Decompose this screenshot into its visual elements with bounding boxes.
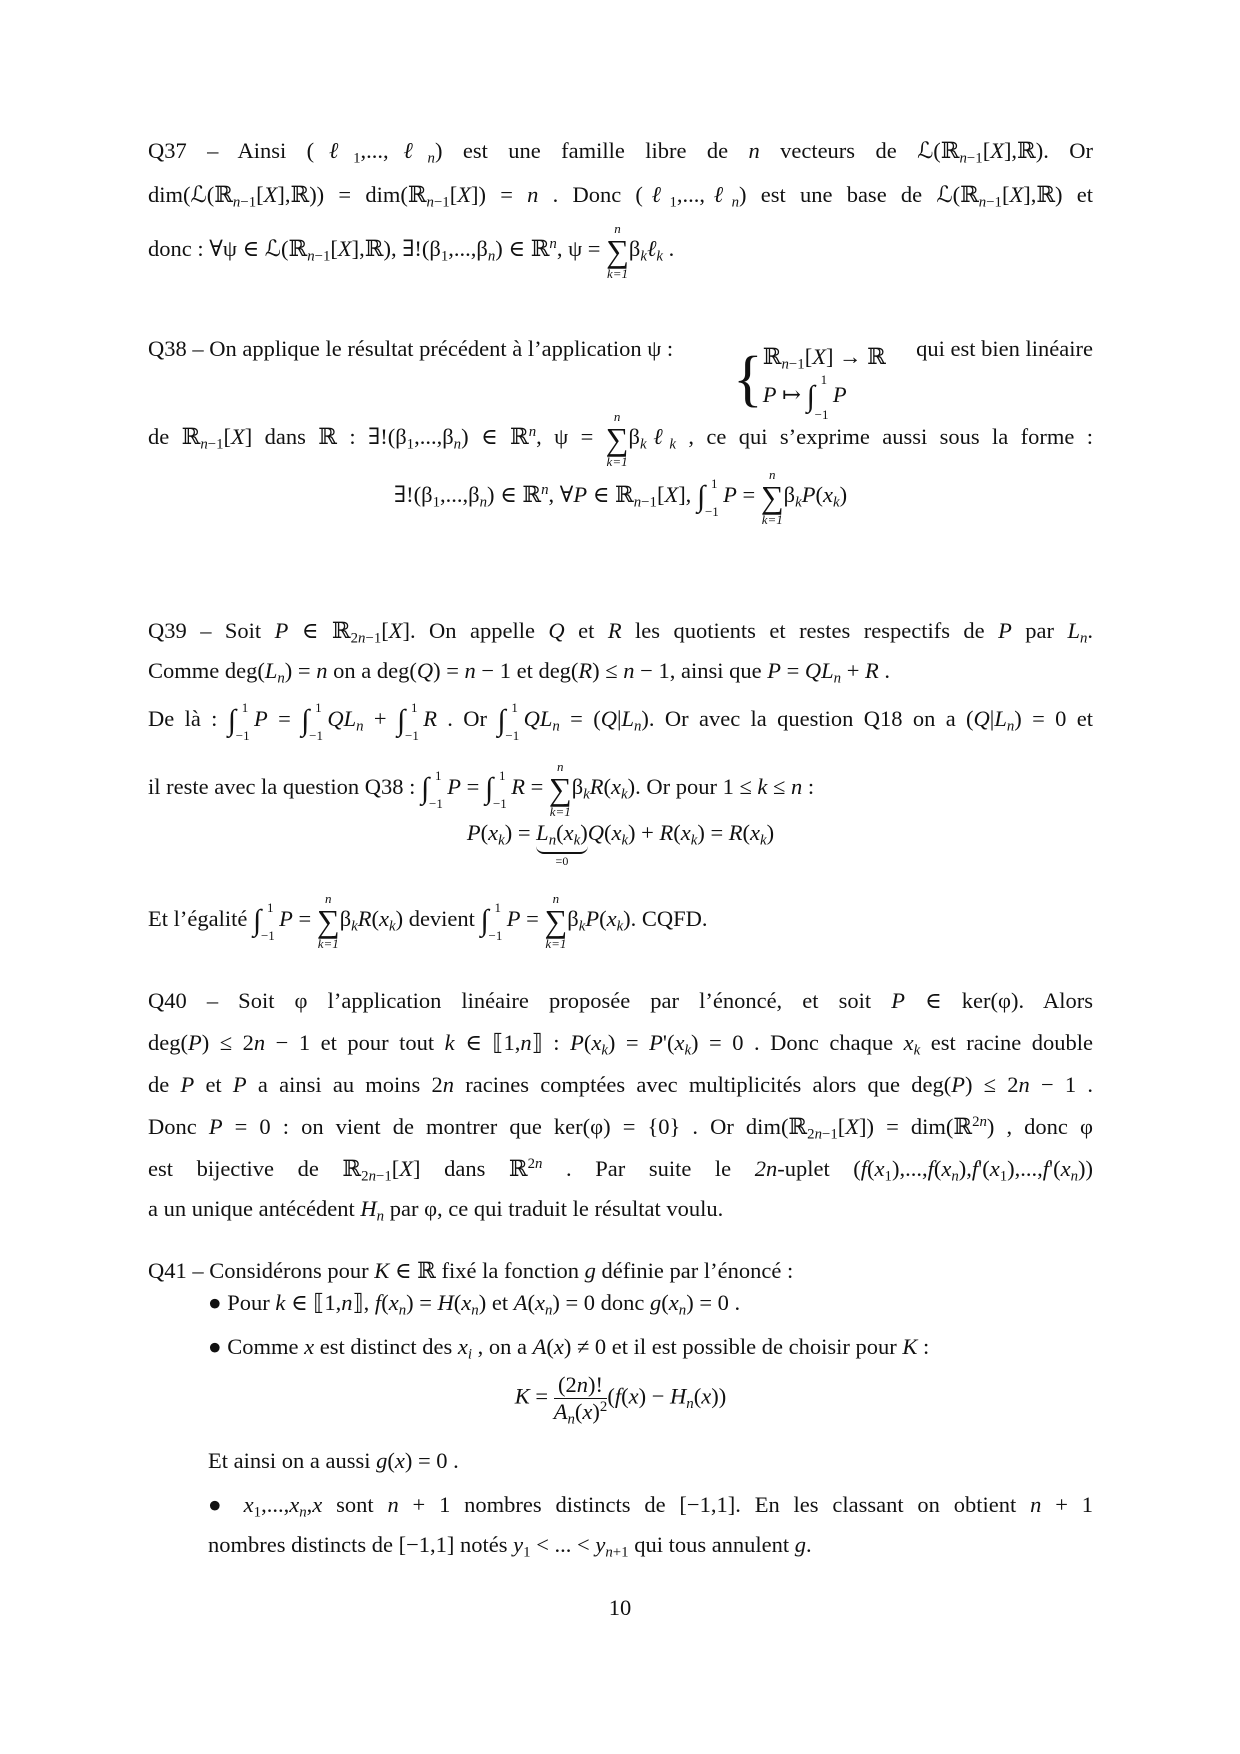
q41-line-1: Q41 – Considérons pour K ∈ ℝ fixé la fonction g définie par l’énoncé : <box>148 1258 794 1283</box>
q38-map-line-1: ℝ$_{n-1}$[X] → ℝ <box>762 344 886 373</box>
q39-formula: $P(x_k)$ = $L_n(x_k)$ =0 $Q(x_k) + R(x_k) = R(x_k)$ <box>466 820 775 868</box>
q38-line-2: de ℝ$_{n-1}$[X] dans ℝ : $\exists!(\beta_1,...,\beta_n)$ ∈ ℝ$^n$, ψ = n ∑ k=1 $\beta_k\ell_k$ , ce qui s’exprime aussi sous la forme : <box>148 409 1093 469</box>
q40-line-6: a un unique antécédent $H_n$ par φ, ce qui traduit le résultat voulu. <box>148 1196 724 1225</box>
q38-map-line-2: P ↦ ∫ 1 −1 P <box>762 371 847 423</box>
q39-line-5: Et l’égalité ∫ 1 −1 P = n ∑ k=1 $\beta_kR(x_k)$ devient ∫ 1 −1 P = n ∑ k=1 $\beta_kP(x_k)$. CQFD. <box>148 891 708 951</box>
q40-line-5: est bijective de ℝ$_{2n-1}$[X] dans ℝ$^{2n}$ . Par suite le 2n-uplet $(f(x_1),...,f(x_n),f'(x_1),...,f'(x_n))$ <box>148 1155 1093 1185</box>
q41-bullet-3-line-1: ● $x_1,...,x_n,x$ sont n + 1 nombres distincts de [−1,1]. En les classant on obtient n + 1 <box>208 1492 1093 1521</box>
q38-line-1a: Q38 – On applique le résultat précédent à l’application ψ : <box>148 336 674 361</box>
page-number: 10 <box>608 1595 632 1620</box>
q40-line-4: Donc P = 0 : on vient de montrer que ker(φ) = {0} . Or dim(ℝ$_{2n-1}$[X]) = dim(ℝ$^{2n}$) , donc φ <box>148 1113 1093 1143</box>
q40-line-1: Q40 – Soit φ l’application linéaire proposée par l’énoncé, et soit P ∈ ker(φ). Alors <box>148 988 1093 1013</box>
q39-line-2: Comme $deg(L_n) = n$ on a deg(Q) = n − 1 et deg(R) ≤ n − 1, ainsi que $P = QL_n + R$ . <box>148 658 891 687</box>
q41-bullet-2-end: Et ainsi on a aussi g(x) = 0 . <box>208 1448 459 1473</box>
q38-line-1b: qui est bien linéaire <box>916 336 1093 361</box>
q39-line-4: il reste avec la question Q38 : ∫ 1 −1 P = ∫ 1 −1 R = n ∑ k=1 $\beta_kR(x_k)$. Or pour 1 ≤ k ≤ n : <box>148 759 815 819</box>
q39-line-3: De là : ∫ 1 −1 P = ∫ 1 −1 $QL_n$ + ∫ 1 −1 R . Or ∫ 1 −1 $QL_n = (Q|L_n)$. Or avec la question Q18 on a $(Q|L_n) = 0$ et <box>148 700 1093 743</box>
q37-line-3: donc : ∀ψ ∈ ℒ(ℝ$_{n-1}$[X],ℝ), $\exists!(\beta_1,...,\beta_n)$ ∈ ℝ$^n$, ψ = n ∑ k=1 $\beta_k\ell_k$ . <box>148 221 675 281</box>
q38-formula: $\exists!(\beta_1,...,\beta_n)$ ∈ ℝ$^n$, ∀P ∈ ℝ$_{n-1}$[X], ∫ 1 −1 P = n ∑ k=1 $\beta_kP(x_k)$ <box>393 467 848 527</box>
q37-line-1: Q37 – Ainsi (ℓ$_1$,...,ℓ$_n$) est une famille libre de n vecteurs de ℒ(ℝ$_{n-1}$[X],ℝ). Or <box>148 138 1094 167</box>
q41-bullet-1: ● Pour k ∈ ⟦1,n⟧, $f(x_n) = H(x_n)$ et $A(x_n) = 0$ donc $g(x_n) = 0$ . <box>208 1290 741 1319</box>
q41-formula: K = $\frac{(2n)!}{A_n(x)^2}$ $(f(x) - H_n(x))$ <box>514 1372 727 1428</box>
q41-bullet-3-line-2: nombres distincts de [−1,1] notés $y_1$ < ... < $y_{n+1}$ qui tous annulent g. <box>208 1532 812 1561</box>
q40-line-3: de P et P a ainsi au moins 2n racines comptées avec multiplicités alors que deg(P) ≤ 2n − 1 . <box>148 1072 1093 1097</box>
q38-map-cases: { ℝ$_{n-1}$[X] → ℝ P ↦ ∫ 1 −1 P <box>733 340 886 419</box>
q40-line-2: deg(P) ≤ 2n − 1 et pour tout k ∈ ⟦1,n⟧ : $P(x_k) = P'(x_k) = 0$ . Donc chaque $x_k$ est racine double <box>148 1030 1094 1059</box>
q37-line-2: dim(ℒ(ℝ$_{n-1}$[X],ℝ)) = dim(ℝ$_{n-1}$[X]) = n . Donc (ℓ$_1$,...,ℓ$_n$) est une base de ℒ(ℝ$_{n-1}$[X],ℝ) et <box>148 182 1094 211</box>
q41-bullet-2: ● Comme x est distinct des $x_i$ , on a A(x) ≠ 0 et il est possible de choisir pour K : <box>208 1334 930 1363</box>
q39-line-1: Q39 – Soit P ∈ ℝ$_{2n-1}$[X]. On appelle Q et R les quotients et restes respectifs de P par $L_n$. <box>148 618 1094 647</box>
